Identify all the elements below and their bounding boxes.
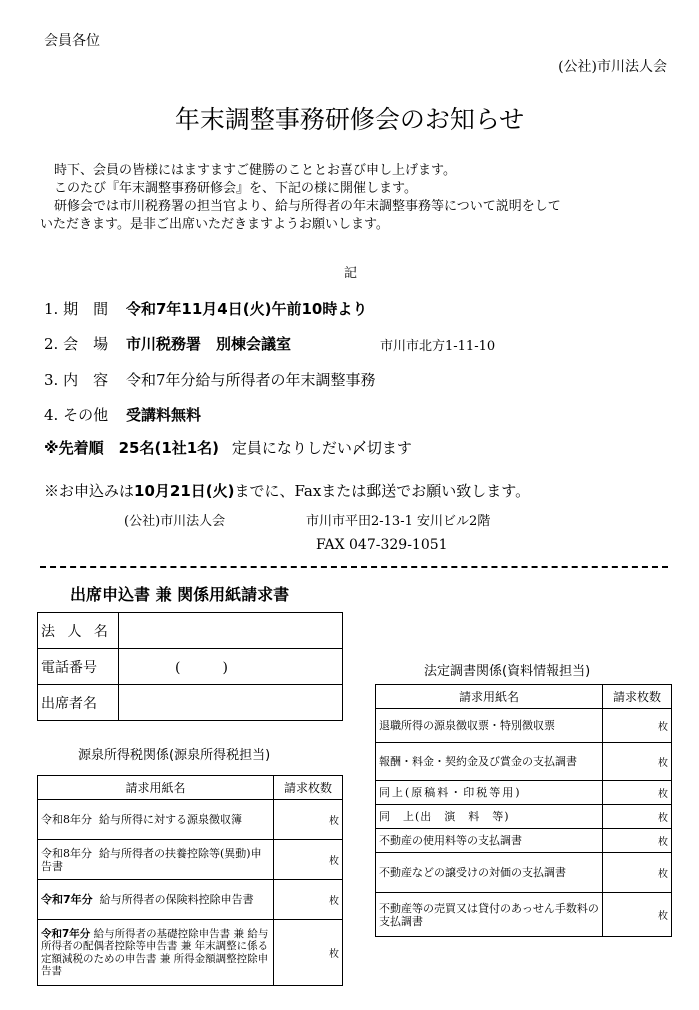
attendee-label: 出席者名 <box>38 685 119 721</box>
gensen-row-2-prefix: 令和7年分 <box>41 893 93 906</box>
houtei-col-count: 請求枚数 <box>603 685 672 709</box>
houtei-row-1-count[interactable]: 枚 <box>603 743 672 781</box>
item-other-label: 4. その他 <box>44 406 109 424</box>
phone-field[interactable]: ( ) <box>119 649 343 685</box>
gensen-row-1-count[interactable]: 枚 <box>274 840 343 880</box>
apply-suffix: までに、Faxまたは郵送でお願い致します。 <box>234 482 531 500</box>
apply-prefix: ※お申込みは <box>44 482 135 500</box>
attendee-field[interactable] <box>119 685 343 721</box>
table-row: 不動産などの譲受けの対価の支払調書 <box>376 853 603 893</box>
ki-mark: 記 <box>344 266 358 281</box>
gensen-row-1-text: 給与所得者の扶養控除等(異動)申告書 <box>41 846 262 873</box>
gensen-row-0-count[interactable]: 枚 <box>274 800 343 840</box>
table-row <box>38 880 274 920</box>
cut-line <box>40 566 668 568</box>
gensen-row-2-count[interactable]: 枚 <box>274 880 343 920</box>
gensen-col-form: 請求用紙名 <box>38 776 274 800</box>
table-row: 報酬・料金・契約金及び賞金の支払調書 <box>376 743 603 781</box>
houtei-row-3-count[interactable]: 枚 <box>603 805 672 829</box>
gensen-row-3-count[interactable]: 枚 <box>274 920 343 986</box>
gensen-heading: 源泉所得税関係(源泉所得税担当) <box>78 748 271 763</box>
table-row: 退職所得の源泉徴収票・特別徴収票 <box>376 709 603 743</box>
applicant-table <box>37 612 343 721</box>
houtei-table <box>375 684 672 937</box>
item-content-label: 3. 内 容 <box>44 371 109 389</box>
intro-line-2: このたび『年末調整事務研修会』を、下記の様に開催します。 <box>54 181 417 196</box>
table-row <box>38 920 274 986</box>
item-date <box>44 298 367 319</box>
houtei-heading: 法定調書関係(資料情報担当) <box>424 664 591 679</box>
item-other-value: 受講料無料 <box>126 406 202 424</box>
houtei-row-6-count[interactable]: 枚 <box>603 893 672 937</box>
gensen-table <box>37 775 343 986</box>
apply-fax: FAX 047-329-1051 <box>316 537 448 553</box>
item-venue-value: 市川税務署 別棟会議室 <box>126 335 292 353</box>
houtei-row-4-count[interactable]: 枚 <box>603 829 672 853</box>
intro-line-1: 時下、会員の皆様にはますますご健勝のこととお喜び申し上げます。 <box>54 163 456 178</box>
first-come-label: ※先着順 25名(1社1名) <box>44 439 220 457</box>
item-other <box>44 404 201 425</box>
gensen-row-2-text: 給与所得者の保険料控除申告書 <box>99 893 254 906</box>
houtei-row-2-count[interactable]: 枚 <box>603 781 672 805</box>
form-title: 出席申込書 兼 関係用紙請求書 <box>70 585 290 604</box>
sender: (公社)市川法人会 <box>558 59 667 75</box>
gensen-row-3-text: 給与所得者の基礎控除申告書 兼 給与所得者の配偶者控除等申告書 兼 年末調整に係る定額減税のための申告書 兼 所得金額調整控除申告書 <box>41 927 269 977</box>
item-content <box>44 369 376 390</box>
item-content-value: 令和7年分給与所得者の年末調整事務 <box>126 371 376 389</box>
addressee: 会員各位 <box>44 33 100 49</box>
intro-line-3: 研修会では市川税務署の担当官より、給与所得者の年末調整事務等について説明をして <box>54 199 561 214</box>
item-venue <box>44 333 291 354</box>
intro-line-4: いただきます。是非ご出席いただきますようお願いします。 <box>40 217 389 232</box>
corp-name-label: 法 人 名 <box>38 613 119 649</box>
houtei-col-form: 請求用紙名 <box>376 685 603 709</box>
apply-address: 市川市平田2-13-1 安川ビル2階 <box>306 514 491 529</box>
gensen-row-0-prefix: 令和8年分 <box>41 813 92 826</box>
gensen-row-1-prefix: 令和8年分 <box>41 846 92 860</box>
table-row <box>38 800 274 840</box>
table-row: 不動産等の売買又は貸付のあっせん手数料の支払調書 <box>376 893 603 937</box>
first-come-note: 定員になりしだい〆切ます <box>231 439 412 457</box>
gensen-col-count: 請求枚数 <box>274 776 343 800</box>
corp-name-field[interactable] <box>119 613 343 649</box>
apply-line <box>44 480 530 501</box>
item-venue-address: 市川市北方1-11-10 <box>380 339 496 354</box>
houtei-row-0-count[interactable]: 枚 <box>603 709 672 743</box>
item-date-label: 1. 期 間 <box>44 300 109 318</box>
table-row: 同上(原稿料・印税等用) <box>376 781 603 805</box>
gensen-row-3-prefix: 令和7年分 <box>41 927 91 940</box>
item-date-value: 令和7年11月4日(火)午前10時より <box>126 300 368 318</box>
page-title: 年末調整事務研修会のお知らせ <box>174 105 525 134</box>
apply-org: (公社)市川法人会 <box>124 514 226 529</box>
table-row <box>38 840 274 880</box>
item-first-come <box>44 437 412 458</box>
apply-deadline: 10月21日(火) <box>134 482 235 500</box>
table-row: 不動産の使用料等の支払調書 <box>376 829 603 853</box>
table-row: 同 上(出 演 料 等) <box>376 805 603 829</box>
item-venue-label: 2. 会 場 <box>44 335 109 353</box>
houtei-row-5-count[interactable]: 枚 <box>603 853 672 893</box>
phone-label: 電話番号 <box>38 649 119 685</box>
gensen-row-0-text: 給与所得に対する源泉徴収簿 <box>99 813 242 826</box>
